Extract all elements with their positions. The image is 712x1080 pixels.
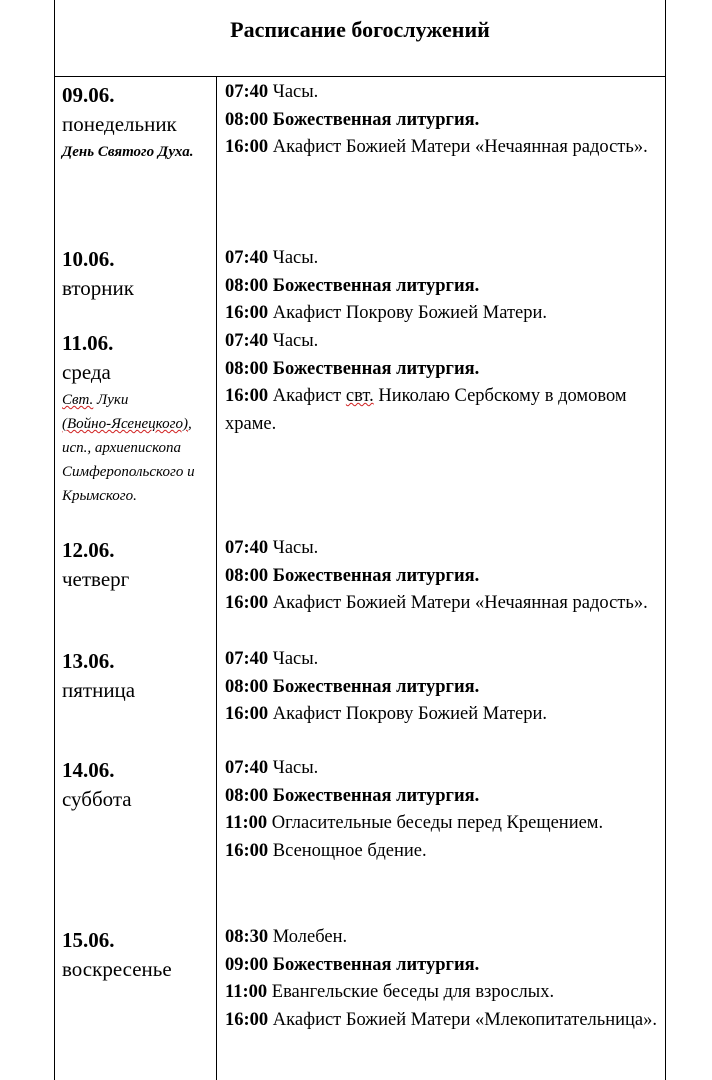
service-row: 08:00 Божественная литургия.: [225, 785, 480, 806]
table-right-border: [665, 0, 666, 1080]
services-cell: [225, 535, 665, 618]
day-weekday: понедельник: [62, 112, 177, 136]
day-cell: [62, 646, 212, 704]
day-date: 14.06.: [62, 758, 115, 782]
service-row: 16:00 Акафист свт. Николаю Сербскому в домовом храме.: [225, 386, 627, 434]
table-column-divider: [216, 76, 217, 1080]
day-cell: [62, 925, 212, 983]
day-cell: [62, 328, 212, 508]
day-feast-note: День Святого Духа.: [62, 144, 194, 160]
service-row: 16:00 Акафист Покрову Божией Матери.: [225, 303, 548, 323]
day-weekday: воскресенье: [62, 957, 172, 981]
day-weekday: среда: [62, 360, 111, 384]
service-row: 08:00 Божественная литургия.: [225, 565, 480, 586]
service-row: 11:00 Огласительные беседы перед Крещением.: [225, 813, 604, 833]
service-row: 08:00 Божественная литургия.: [225, 275, 480, 296]
day-date: 10.06.: [62, 247, 115, 271]
table-header-border: [54, 76, 666, 77]
day-weekday: вторник: [62, 276, 134, 300]
services-cell: [225, 755, 665, 865]
service-row: 09:00 Божественная литургия.: [225, 954, 480, 975]
service-row: 16:00 Всенощное бдение.: [225, 840, 427, 861]
day-cell: [62, 535, 212, 593]
service-row: 08:30 Молебен.: [225, 927, 348, 947]
service-row: 16:00 Акафист Божией Матери «Нечаянная радость».: [225, 593, 648, 613]
day-date: 15.06.: [62, 928, 115, 952]
day-date: 12.06.: [62, 538, 115, 562]
service-row: 08:00 Божественная литургия.: [225, 109, 480, 130]
service-row: 07:40 Часы.: [225, 758, 319, 778]
day-weekday: суббота: [62, 787, 132, 811]
service-row: 08:00 Божественная литургия.: [225, 676, 480, 697]
service-row: 16:00 Акафист Покрову Божией Матери.: [225, 704, 548, 724]
page-title: Расписание богослужений: [230, 17, 490, 42]
service-row: 11:00 Евангельские беседы для взрослых.: [225, 982, 555, 1002]
day-weekday: пятница: [62, 678, 136, 702]
day-cell: [62, 80, 212, 164]
day-cell: [62, 244, 212, 302]
table-left-border: [54, 0, 55, 1080]
services-cell: [225, 924, 665, 1034]
service-row: 07:40 Часы.: [225, 649, 319, 669]
services-cell: [225, 646, 665, 729]
service-row: 07:40 Часы.: [225, 331, 319, 351]
day-saint-note: Свт. Луки (Войно-Ясенецкого), исп., архиепископа Симферопольского и Крымского.: [62, 392, 195, 504]
service-row: 07:40 Часы.: [225, 248, 319, 268]
service-row: 08:00 Божественная литургия.: [225, 358, 480, 379]
day-date: 09.06.: [62, 83, 115, 107]
service-row: 16:00 Акафист Божией Матери «Нечаянная радость».: [225, 137, 648, 157]
day-weekday: четверг: [62, 567, 130, 591]
day-cell: [62, 755, 212, 813]
services-cell: [225, 328, 665, 438]
service-row: 16:00 Акафист Божией Матери «Млекопитательница».: [225, 1009, 658, 1030]
services-cell: [225, 79, 665, 162]
day-date: 11.06.: [62, 331, 114, 355]
services-cell: [225, 245, 665, 328]
day-date: 13.06.: [62, 649, 115, 673]
service-row: 07:40 Часы.: [225, 82, 319, 102]
service-row: 07:40 Часы.: [225, 538, 319, 558]
